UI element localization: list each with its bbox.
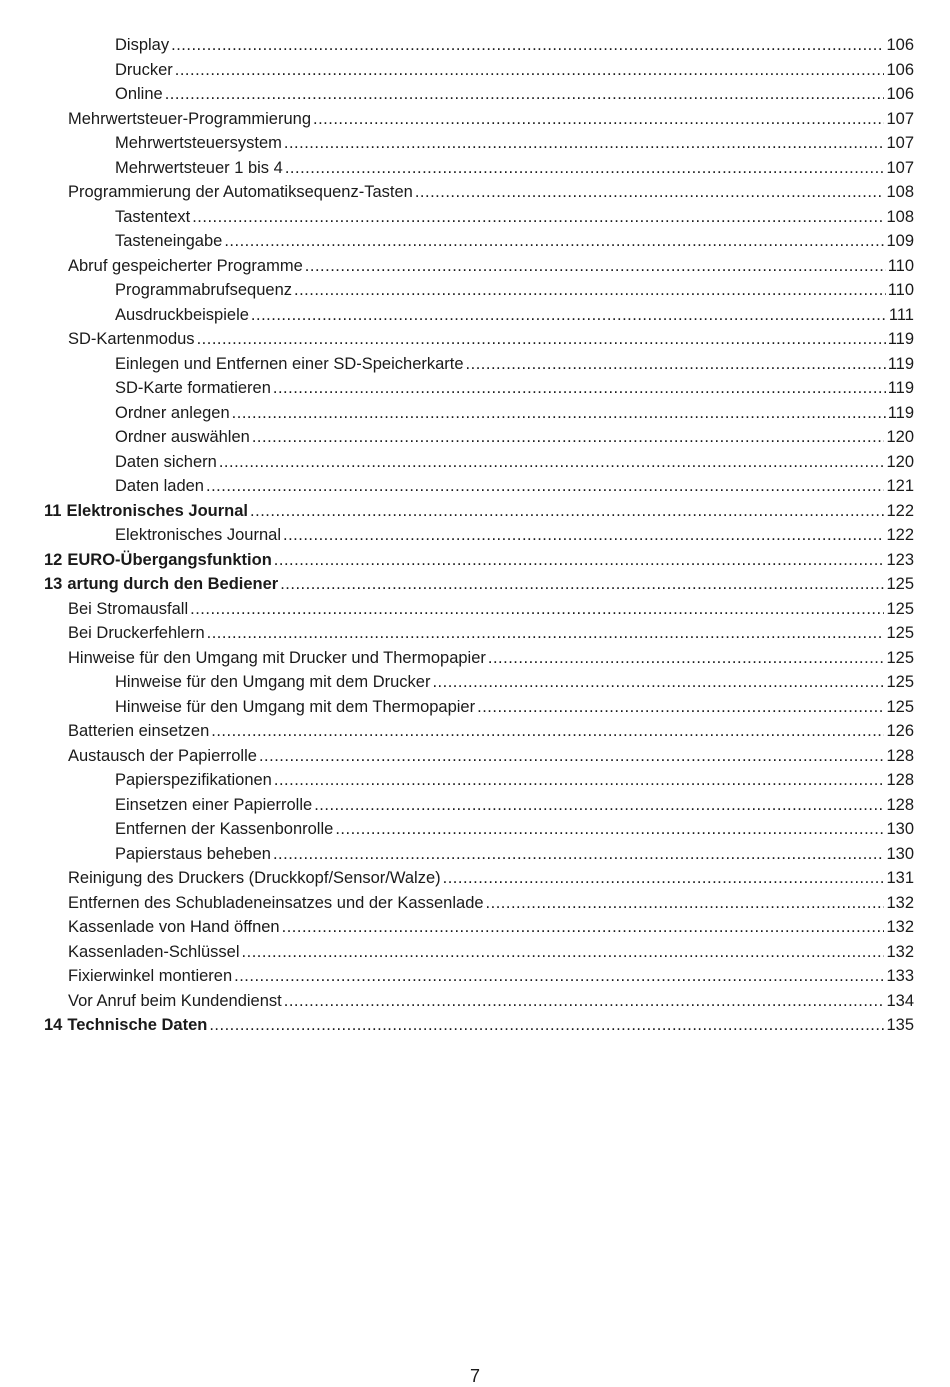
toc-entry[interactable]	[0, 156, 950, 181]
toc-entry-label: artung durch den Bediener	[67, 575, 279, 593]
toc-entry[interactable]	[0, 474, 950, 499]
toc-entry-title	[68, 597, 188, 622]
toc-page-number: 119	[887, 403, 914, 422]
toc-page-number: 125	[886, 575, 914, 593]
dot-leader	[466, 352, 886, 377]
toc-entry-label: Tasteneingabe	[115, 232, 223, 250]
dot-leader	[477, 695, 884, 720]
toc-entry-label: Programmabrufsequenz	[115, 281, 293, 299]
toc-entry-title	[68, 866, 441, 891]
toc-entry[interactable]	[0, 621, 950, 646]
toc-page-number: 128	[886, 746, 914, 765]
toc-entry-title	[115, 817, 333, 842]
toc-page-number: 110	[887, 256, 914, 275]
dot-leader	[250, 499, 884, 524]
toc-entry[interactable]	[0, 695, 950, 720]
toc-entry[interactable]	[0, 915, 950, 940]
toc-entry-title	[115, 303, 249, 328]
toc-entry-title	[68, 719, 209, 744]
dot-leader	[282, 915, 885, 940]
toc-page-number: 111	[888, 305, 914, 324]
toc-page-number: 128	[886, 771, 914, 789]
toc-page-number: 132	[886, 942, 914, 961]
toc-chapter-number: 11	[44, 501, 62, 520]
toc-entry-title	[115, 229, 222, 254]
toc-page-number: 130	[886, 844, 914, 863]
dot-leader	[274, 768, 885, 793]
toc-entry-title	[68, 180, 413, 205]
dot-leader	[192, 205, 884, 230]
dot-leader	[285, 156, 885, 181]
toc-entry-label: EURO-Übergangsfunktion	[67, 550, 272, 569]
toc-entry[interactable]	[0, 744, 950, 769]
toc-entry-title	[44, 572, 278, 597]
dot-leader	[335, 817, 884, 842]
dot-leader	[432, 670, 884, 695]
toc-chapter-entry[interactable]	[0, 548, 950, 573]
toc-entry-label: Hinweise für den Umgang mit dem Drucker	[115, 673, 431, 691]
dot-leader	[207, 621, 885, 646]
toc-entry-label: Batterien einsetzen	[68, 722, 210, 740]
toc-page-number: 108	[886, 183, 914, 201]
toc-entry-label: Fixierwinkel montieren	[68, 967, 233, 985]
toc-entry-label: Technische Daten	[67, 1016, 208, 1034]
toc-entry-title	[68, 621, 205, 646]
toc-page-number: 125	[886, 648, 914, 667]
toc-entry[interactable]	[0, 425, 950, 450]
dot-leader	[305, 254, 886, 279]
dot-leader	[206, 474, 884, 499]
dot-leader	[224, 229, 884, 254]
toc-entry-label: Mehrwertsteuer-Programmierung	[68, 109, 311, 128]
toc-chapter-entry[interactable]	[0, 572, 950, 597]
toc-entry[interactable]	[0, 793, 950, 818]
toc-entry-title	[115, 376, 271, 401]
toc-entry-label: Ordner auswählen	[115, 428, 250, 446]
toc-entry-title	[115, 352, 464, 377]
toc-entry-label: Bei Stromausfall	[68, 599, 189, 618]
toc-entry[interactable]	[0, 989, 950, 1014]
toc-entry[interactable]	[0, 940, 950, 965]
toc-entry[interactable]	[0, 523, 950, 548]
toc-entry-title	[115, 670, 430, 695]
toc-entry-label: Papierstaus beheben	[115, 844, 271, 863]
toc-page-number: 125	[886, 697, 914, 716]
dot-leader	[252, 425, 885, 450]
dot-leader	[175, 58, 885, 83]
toc-entry[interactable]	[0, 303, 950, 328]
dot-leader	[190, 597, 884, 622]
dot-leader	[165, 82, 885, 107]
toc-entry[interactable]	[0, 450, 950, 475]
toc-page-number: 131	[886, 869, 914, 887]
toc-entry[interactable]	[0, 58, 950, 83]
dot-leader	[273, 842, 885, 867]
toc-entry-label: Daten laden	[115, 477, 204, 495]
toc-page-number: 126	[886, 722, 914, 740]
toc-entry-title	[115, 156, 283, 181]
dot-leader	[488, 646, 885, 671]
toc-page-number: 128	[886, 795, 914, 814]
toc-entry-label: Bei Druckerfehlern	[68, 624, 205, 642]
toc-entry-title	[115, 58, 173, 83]
toc-entry-title	[115, 131, 282, 156]
toc-page-number: 133	[886, 967, 914, 985]
toc-entry-label: Einsetzen einer Papierrolle	[115, 795, 313, 814]
toc-entry[interactable]	[0, 180, 950, 205]
dot-leader	[197, 327, 886, 352]
toc-chapter-entry[interactable]	[0, 499, 950, 524]
dot-leader	[259, 744, 885, 769]
toc-entry-title	[115, 205, 190, 230]
toc-entry[interactable]	[0, 866, 950, 891]
toc-page-number: 119	[887, 330, 914, 348]
toc-page-number: 130	[886, 820, 914, 838]
toc-page-number: 109	[886, 232, 914, 250]
toc-entry-label: Drucker	[115, 60, 173, 79]
toc-page-number: 107	[886, 134, 914, 152]
toc-entry[interactable]	[0, 278, 950, 303]
table-of-contents	[0, 33, 950, 1038]
toc-page-number: 125	[886, 673, 914, 691]
toc-page-number: 107	[886, 158, 914, 177]
toc-page-number: 110	[887, 281, 914, 299]
toc-chapter-number: 13	[44, 575, 63, 593]
toc-entry-title	[68, 646, 486, 671]
toc-entry-label: Display	[115, 36, 170, 54]
toc-entry-title	[115, 82, 163, 107]
toc-entry[interactable]	[0, 376, 950, 401]
toc-page-number: 125	[886, 599, 914, 618]
toc-entry[interactable]	[0, 768, 950, 793]
toc-entry[interactable]	[0, 964, 950, 989]
toc-entry-title	[115, 695, 475, 720]
toc-page-number: 132	[886, 918, 914, 936]
dot-leader	[284, 131, 885, 156]
page-number: 7	[469, 1366, 480, 1386]
toc-entry-title	[68, 915, 280, 940]
toc-page-number: 134	[886, 991, 914, 1010]
toc-entry-title	[68, 744, 257, 769]
dot-leader	[283, 523, 884, 548]
toc-entry-label: Einlegen und Entfernen einer SD-Speicherkarte	[115, 354, 464, 373]
toc-entry[interactable]	[0, 646, 950, 671]
toc-page-number: 132	[886, 893, 914, 912]
toc-entry[interactable]	[0, 107, 950, 132]
toc-entry-label: Entfernen der Kassenbonrolle	[115, 820, 334, 838]
toc-entry-title	[68, 327, 195, 352]
toc-entry-title	[68, 254, 303, 279]
dot-leader	[313, 107, 884, 132]
toc-page-number: 106	[886, 60, 914, 79]
toc-page-number: 119	[887, 354, 914, 373]
toc-entry-label: Reinigung des Druckers (Druckkopf/Sensor/Walze)	[68, 869, 441, 887]
toc-entry[interactable]	[0, 670, 950, 695]
toc-entry[interactable]	[0, 33, 950, 58]
toc-page-number: 121	[886, 477, 914, 495]
toc-entry-label: Entfernen des Schubladeneinsatzes und der Kassenlade	[68, 893, 484, 912]
dot-leader	[232, 401, 886, 426]
toc-entry-title	[115, 474, 204, 499]
toc-entry-label: Daten sichern	[115, 452, 217, 471]
toc-entry-title	[115, 842, 271, 867]
toc-entry[interactable]	[0, 327, 950, 352]
toc-page-number: 125	[886, 624, 914, 642]
dot-leader	[280, 572, 884, 597]
toc-page-number: 120	[886, 452, 914, 471]
toc-chapter-number: 12	[44, 550, 63, 569]
toc-entry-label: Elektronisches Journal	[66, 501, 249, 520]
toc-entry-title	[68, 940, 240, 965]
toc-entry[interactable]	[0, 82, 950, 107]
toc-entry[interactable]	[0, 205, 950, 230]
dot-leader	[294, 278, 886, 303]
dot-leader	[211, 719, 884, 744]
toc-entry-label: Hinweise für den Umgang mit Drucker und Thermopapier	[68, 648, 486, 667]
toc-entry[interactable]	[0, 817, 950, 842]
dot-leader	[251, 303, 887, 328]
toc-entry-label: Papierspezifikationen	[115, 771, 272, 789]
dot-leader	[274, 548, 885, 573]
toc-entry-label: Ordner anlegen	[115, 403, 230, 422]
toc-entry-label: Ausdruckbeispiele	[115, 305, 249, 324]
toc-page-number: 120	[886, 428, 914, 446]
toc-page-number: 106	[886, 36, 914, 54]
dot-leader	[242, 940, 885, 965]
toc-entry[interactable]	[0, 597, 950, 622]
toc-page-number: 119	[887, 379, 914, 397]
toc-entry-label: Abruf gespeicherter Programme	[68, 256, 303, 275]
toc-entry-label: Vor Anruf beim Kundendienst	[68, 991, 282, 1010]
toc-page-number: 107	[886, 109, 914, 128]
toc-page-number: 123	[886, 550, 914, 569]
toc-entry[interactable]	[0, 254, 950, 279]
toc-entry-title	[44, 548, 272, 573]
toc-entry[interactable]	[0, 229, 950, 254]
toc-entry-title	[44, 499, 248, 524]
toc-entry-label: SD-Karte formatieren	[115, 379, 271, 397]
toc-entry-label: Programmierung der Automatiksequenz-Tasten	[68, 183, 413, 201]
toc-entry-label: Online	[115, 85, 163, 103]
toc-entry-label: SD-Kartenmodus	[68, 330, 195, 348]
toc-entry-title	[115, 450, 217, 475]
dot-leader	[486, 891, 885, 916]
toc-entry-title	[68, 989, 282, 1014]
toc-entry-title	[115, 793, 312, 818]
toc-chapter-number: 14	[44, 1016, 63, 1034]
dot-leader	[234, 964, 884, 989]
toc-entry[interactable]	[0, 401, 950, 426]
toc-entry[interactable]	[0, 131, 950, 156]
toc-entry-title	[68, 891, 484, 916]
toc-entry-label: Kassenlade von Hand öffnen	[68, 918, 280, 936]
dot-leader	[273, 376, 886, 401]
toc-entry-title	[68, 107, 311, 132]
toc-page-number: 122	[886, 526, 914, 544]
toc-chapter-entry[interactable]	[0, 1013, 950, 1038]
toc-entry-title	[115, 768, 272, 793]
dot-leader	[171, 33, 884, 58]
dot-leader	[415, 180, 885, 205]
toc-page-number: 108	[886, 207, 914, 226]
toc-entry[interactable]	[0, 352, 950, 377]
toc-entry-label: Elektronisches Journal	[115, 526, 281, 544]
toc-entry-label: Austausch der Papierrolle	[68, 746, 257, 765]
toc-entry-label: Kassenladen-Schlüssel	[68, 942, 240, 961]
toc-page-number: 122	[886, 501, 914, 520]
toc-entry[interactable]	[0, 891, 950, 916]
toc-page-number: 135	[886, 1016, 914, 1034]
dot-leader	[209, 1013, 884, 1038]
toc-page-number: 106	[886, 85, 914, 103]
toc-entry-label: Hinweise für den Umgang mit dem Thermopapier	[115, 697, 476, 716]
toc-entry-title	[115, 33, 169, 58]
toc-entry-label: Mehrwertsteuer 1 bis 4	[115, 158, 283, 177]
toc-entry-title	[115, 425, 250, 450]
dot-leader	[219, 450, 885, 475]
toc-entry-title	[44, 1013, 207, 1038]
toc-entry-title	[115, 278, 292, 303]
dot-leader	[314, 793, 884, 818]
toc-entry-title	[68, 964, 232, 989]
toc-entry-label: Mehrwertsteuersystem	[115, 134, 282, 152]
dot-leader	[284, 989, 885, 1014]
toc-entry-title	[115, 523, 281, 548]
toc-entry-title	[115, 401, 230, 426]
toc-entry[interactable]	[0, 842, 950, 867]
toc-entry[interactable]	[0, 719, 950, 744]
dot-leader	[443, 866, 885, 891]
toc-entry-label: Tastentext	[115, 207, 191, 226]
